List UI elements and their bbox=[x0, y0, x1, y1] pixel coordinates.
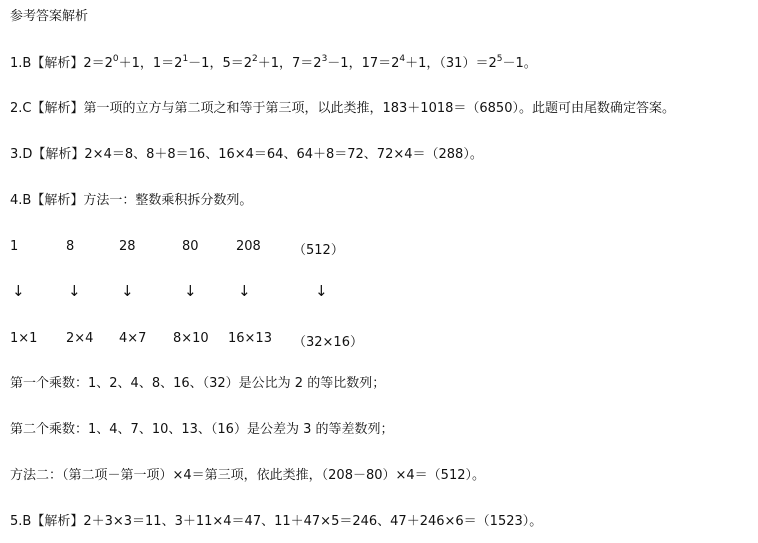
answer-5: 5.B【解析】2＋3×3＝11、3＋11×4＝47、11＋47×5＝246、47＋246×6＝（1523）。 bbox=[10, 514, 543, 529]
down-arrow-icon: ↓ bbox=[315, 282, 328, 300]
product: 8×10 bbox=[173, 331, 209, 346]
answer-2: 2.C【解析】第一项的立方与第二项之和等于第三项，以此类推，183＋1018＝（6850）。此题可由尾数确定答案。 bbox=[10, 101, 675, 116]
exponent: 3 bbox=[321, 54, 328, 64]
down-arrow-icon: ↓ bbox=[68, 282, 81, 300]
down-arrow-icon: ↓ bbox=[238, 282, 251, 300]
exponent: 1 bbox=[182, 54, 189, 64]
product: 16×13 bbox=[228, 331, 272, 346]
sequence-number: （512） bbox=[293, 243, 344, 258]
sequence-number: 208 bbox=[236, 239, 261, 254]
sequence-number: 1 bbox=[10, 239, 19, 254]
answer-1-text-e: －1，17＝2 bbox=[327, 56, 400, 71]
factor-1-note: 第一个乘数：1、2、4、8、16、（32）是公比为 2 的等比数列； bbox=[10, 376, 386, 391]
factor-2-note: 第二个乘数：1、4、7、10、13、（16）是公差为 3 的等差数列； bbox=[10, 422, 394, 437]
answer-1-text-a: 1.B【解析】2＝2 bbox=[10, 56, 113, 71]
answer-4-intro: 4.B【解析】方法一：整数乘积拆分数列。 bbox=[10, 193, 253, 208]
exponent: 2 bbox=[252, 54, 258, 64]
down-arrow-icon: ↓ bbox=[184, 282, 197, 300]
sequence-number: 28 bbox=[119, 239, 136, 254]
down-arrow-icon: ↓ bbox=[121, 282, 134, 300]
arrow-row bbox=[0, 282, 758, 300]
product-row bbox=[0, 331, 758, 350]
answer-1-text-g: －1。 bbox=[502, 56, 537, 71]
answer-1-text-d: ＋1，7＝2 bbox=[257, 56, 322, 71]
sequence-number: 8 bbox=[66, 239, 75, 254]
product: 2×4 bbox=[66, 331, 94, 346]
answer-1-text-b: ＋1，1＝2 bbox=[118, 56, 183, 71]
answer-1-text-f: ＋1，（31）＝2 bbox=[405, 56, 497, 71]
exponent: 0 bbox=[112, 54, 119, 64]
exponent: 5 bbox=[496, 54, 503, 64]
method-2: 方法二：（第二项－第一项）×4＝第三项，依此类推，（208－80）×4＝（512）。 bbox=[10, 468, 485, 483]
product: 1×1 bbox=[10, 331, 38, 346]
answer-1-text-c: －1，5＝2 bbox=[188, 56, 252, 71]
product: 4×7 bbox=[119, 331, 147, 346]
document-title: 参考答案解析 bbox=[10, 9, 89, 24]
answer-1 bbox=[10, 56, 537, 72]
sequence-number: 80 bbox=[182, 239, 199, 254]
sequence-numbers bbox=[0, 239, 758, 258]
product: （32×16） bbox=[293, 335, 363, 350]
exponent: 4 bbox=[399, 54, 406, 64]
answer-3: 3.D【解析】2×4＝8、8＋8＝16、16×4＝64、64＋8＝72、72×4＝（288）。 bbox=[10, 147, 483, 162]
down-arrow-icon: ↓ bbox=[12, 282, 25, 300]
